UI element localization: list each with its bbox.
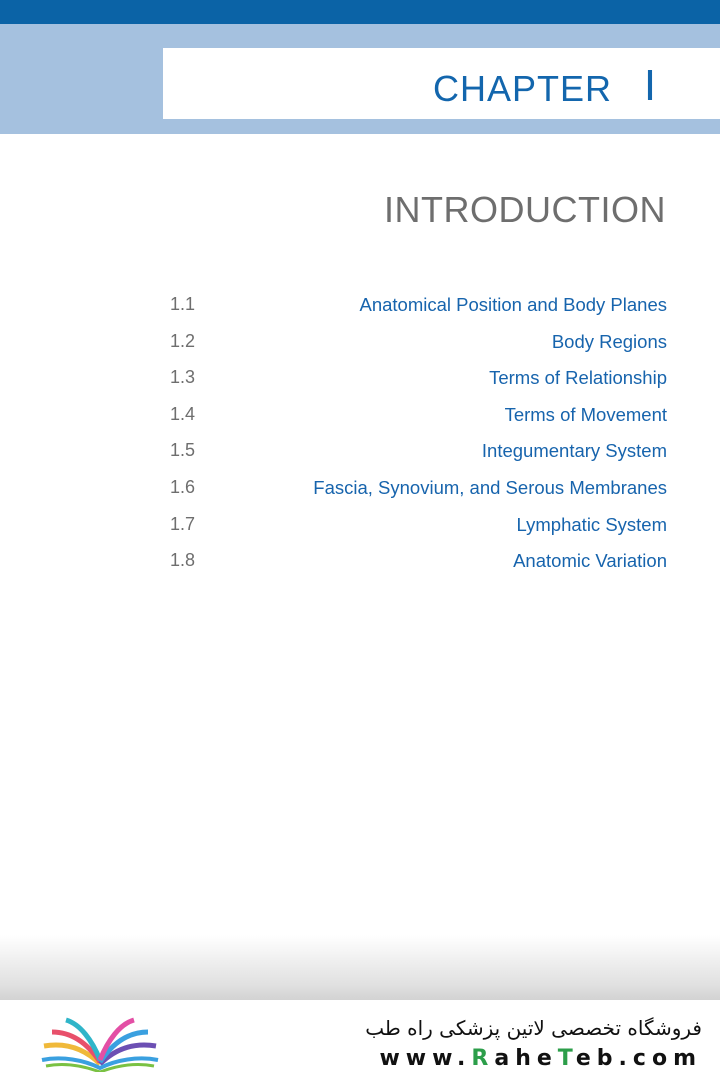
- toc-item-number: 1.2: [170, 330, 196, 351]
- toc-item-title[interactable]: Terms of Relationship: [489, 367, 667, 389]
- store-url-prefix: www.: [379, 1046, 472, 1071]
- toc-item[interactable]: [170, 363, 667, 400]
- toc-item[interactable]: [170, 436, 667, 473]
- toc-item-number: 1.5: [170, 440, 196, 461]
- store-url-end: eb.com: [575, 1046, 702, 1071]
- toc-item-number: 1.8: [170, 550, 196, 571]
- toc-item[interactable]: [170, 327, 667, 364]
- toc-item-title[interactable]: Fascia, Synovium, and Serous Membranes: [313, 476, 667, 498]
- toc-item-title[interactable]: Terms of Movement: [504, 403, 667, 425]
- store-name: فروشگاه تخصصی لاتین پزشکی راه طب: [365, 1016, 702, 1040]
- footer-shadow: [0, 935, 720, 1001]
- toc-item-title[interactable]: Body Regions: [551, 330, 667, 352]
- toc-item-number: 1.4: [170, 403, 196, 424]
- toc-item-number: 1.7: [170, 513, 196, 534]
- toc-item[interactable]: [170, 290, 667, 327]
- toc-item[interactable]: [170, 473, 667, 510]
- toc-item-number: 1.6: [170, 476, 196, 497]
- toc-item-title[interactable]: Integumentary System: [481, 440, 667, 462]
- store-url-r: R: [471, 1046, 495, 1071]
- toc-item[interactable]: [170, 546, 667, 583]
- toc-item-title[interactable]: Anatomic Variation: [513, 550, 667, 572]
- toc-item-number: 1.3: [170, 367, 196, 388]
- toc-item-title[interactable]: Lymphatic System: [516, 513, 667, 535]
- page-title: INTRODUCTION: [384, 189, 666, 230]
- table-of-contents: [170, 290, 667, 583]
- chapter-number: I: [643, 61, 657, 110]
- chapter-label: CHAPTER: [433, 68, 613, 109]
- book-logo-icon: [38, 1012, 162, 1072]
- store-url[interactable]: [379, 1046, 702, 1071]
- toc-item[interactable]: [170, 510, 667, 547]
- toc-item-number: 1.1: [170, 294, 196, 314]
- header-top-bar: [0, 0, 720, 24]
- store-url-mid: ahe: [494, 1046, 558, 1071]
- toc-item[interactable]: [170, 400, 667, 437]
- store-url-t: T: [557, 1046, 576, 1071]
- toc-item-title[interactable]: Anatomical Position and Body Planes: [359, 294, 667, 315]
